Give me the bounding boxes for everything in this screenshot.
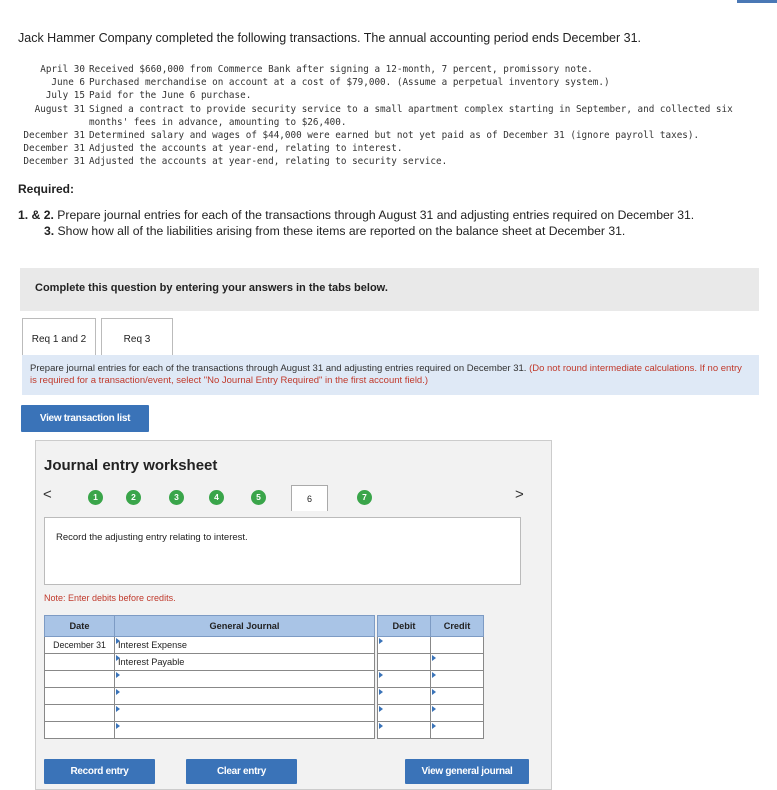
table-row <box>45 637 484 654</box>
transaction-row: months' fees in advance, amounting to $26,400. <box>89 116 347 128</box>
step-2[interactable]: 2 <box>126 490 141 505</box>
dropdown-marker-icon <box>116 723 120 729</box>
required-heading: Required: <box>18 182 75 196</box>
input-marker-icon <box>432 672 436 678</box>
transaction-row: August 31 Signed a contract to provide security service to a small apartment complex starting in September, and collected six <box>34 103 733 115</box>
step-6-active[interactable]: 6 <box>291 485 328 511</box>
dropdown-marker-icon <box>116 655 120 661</box>
complete-question-banner <box>20 268 759 311</box>
debit-cell[interactable] <box>378 705 431 722</box>
credit-cell[interactable] <box>431 722 484 739</box>
worksheet-title: Journal entry worksheet <box>44 457 218 474</box>
account-cell[interactable] <box>115 688 375 705</box>
transaction-row: December 31 Adjusted the accounts at year-end, relating to interest. <box>23 143 403 155</box>
requirement-1-2: 1. & 2. Prepare journal entries for each of the transactions through August 31 and adjusting entries required on December 31. <box>18 208 695 222</box>
input-marker-icon <box>432 706 436 712</box>
step-7[interactable]: 7 <box>357 490 372 505</box>
table-row <box>45 705 484 722</box>
task-box <box>44 517 521 585</box>
header-general-journal: General Journal <box>115 616 375 637</box>
credit-cell[interactable] <box>431 637 484 654</box>
date-cell[interactable] <box>45 671 115 688</box>
requirement-3: 3. Show how all of the liabilities arising from these items are reported on the balance sheet at December 31. <box>44 224 626 238</box>
dropdown-marker-icon <box>116 638 120 644</box>
view-transaction-list-button[interactable]: View transaction list <box>21 405 149 432</box>
step-5[interactable]: 5 <box>251 490 266 505</box>
transaction-list <box>18 63 733 169</box>
table-row <box>45 654 484 671</box>
account-cell[interactable] <box>115 671 375 688</box>
problem-intro: Jack Hammer Company completed the following transactions. The annual accounting period ends December 31. <box>18 31 642 45</box>
dropdown-marker-icon <box>116 689 120 695</box>
task-text: Record the adjusting entry relating to interest. <box>56 532 248 543</box>
input-marker-icon <box>379 689 383 695</box>
prev-step-icon[interactable]: < <box>43 486 52 503</box>
tab-req-3[interactable]: Req 3 <box>101 318 173 355</box>
debit-cell[interactable] <box>378 722 431 739</box>
input-marker-icon <box>379 672 383 678</box>
date-cell[interactable] <box>45 722 115 739</box>
dropdown-marker-icon <box>116 706 120 712</box>
header-credit: Credit <box>431 616 484 637</box>
tab-req-1-and-2[interactable]: Req 1 and 2 <box>22 318 96 355</box>
note-text: Note: Enter debits before credits. <box>44 593 176 603</box>
step-4[interactable]: 4 <box>209 490 224 505</box>
table-row <box>45 671 484 688</box>
transaction-row: June 6 Purchased merchandise on account at a cost of $79,000. (Assume a perpetual inventory system.) <box>51 77 610 89</box>
input-marker-icon <box>379 723 383 729</box>
next-step-icon[interactable]: > <box>515 486 524 503</box>
table-row <box>45 722 484 739</box>
debit-cell[interactable] <box>378 671 431 688</box>
credit-cell[interactable] <box>431 671 484 688</box>
input-marker-icon <box>432 689 436 695</box>
input-marker-icon <box>432 723 436 729</box>
header-debit: Debit <box>378 616 431 637</box>
step-3[interactable]: 3 <box>169 490 184 505</box>
credit-cell[interactable] <box>431 654 484 671</box>
debit-cell[interactable] <box>378 654 431 671</box>
account-cell[interactable] <box>115 722 375 739</box>
date-cell[interactable]: December 31 <box>45 637 115 654</box>
input-marker-icon <box>379 706 383 712</box>
account-cell[interactable]: Interest Payable <box>115 654 375 671</box>
table-row <box>45 688 484 705</box>
header-date: Date <box>45 616 115 637</box>
date-cell[interactable] <box>45 688 115 705</box>
transaction-row: December 31 Adjusted the accounts at year-end, relating to security service. <box>23 156 448 168</box>
record-entry-button[interactable]: Record entry <box>44 759 155 784</box>
transaction-row: December 31 Determined salary and wages of $44,000 were earned but not yet paid as of December 31 (ignore payroll taxes). <box>23 130 700 142</box>
account-cell[interactable]: Interest Expense <box>115 637 375 654</box>
dropdown-marker-icon <box>116 672 120 678</box>
debit-cell[interactable] <box>378 688 431 705</box>
table-header-row <box>45 616 484 637</box>
clear-entry-button[interactable]: Clear entry <box>186 759 297 784</box>
date-cell[interactable] <box>45 705 115 722</box>
transaction-row: April 30 Received $660,000 from Commerce Bank after signing a 12-month, 7 percent, promissory note. <box>40 64 593 75</box>
instruction-banner: Prepare journal entries for each of the transactions through August 31 and adjusting entries required on December 31. (Do not round intermediate calculations. If no entry is required for a transaction/event, select "No Journal Entry Required" in the first account field.) <box>22 355 759 395</box>
account-cell[interactable] <box>115 705 375 722</box>
debit-cell[interactable] <box>378 637 431 654</box>
step-1[interactable]: 1 <box>88 490 103 505</box>
date-cell[interactable] <box>45 654 115 671</box>
input-marker-icon <box>432 655 436 661</box>
input-marker-icon <box>379 638 383 644</box>
top-accent-bar <box>737 0 777 3</box>
credit-cell[interactable] <box>431 705 484 722</box>
transaction-row: July 15 Paid for the June 6 purchase. <box>45 90 252 102</box>
credit-cell[interactable] <box>431 688 484 705</box>
journal-table <box>44 615 484 739</box>
view-general-journal-button[interactable]: View general journal <box>405 759 529 784</box>
complete-prompt: Complete this question by entering your answers in the tabs below. <box>35 282 388 294</box>
